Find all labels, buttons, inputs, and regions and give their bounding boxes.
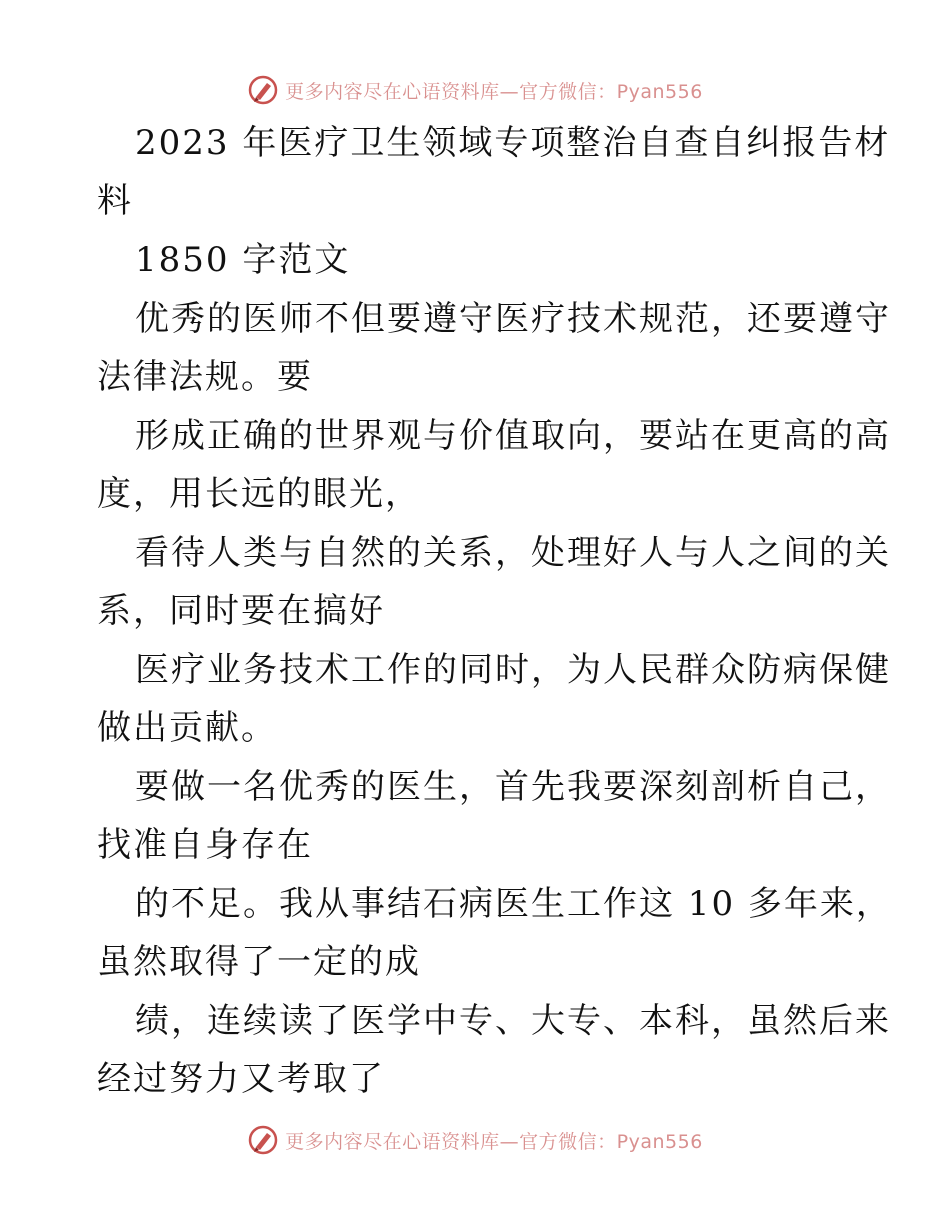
paragraph-line: 系，同时要在搞好 bbox=[97, 591, 385, 631]
paragraph-line: 看待人类与自然的关系，处理好人与人之间的关 bbox=[135, 533, 891, 573]
paragraph-line: 医疗业务技术工作的同时，为人民群众防病保健 bbox=[135, 650, 891, 690]
title-line-2: 料 bbox=[97, 181, 133, 221]
paragraph-line: 的不足。我从事结石病医生工作这 10 多年来， bbox=[135, 884, 892, 924]
paragraph-line: 法律法规。要 bbox=[97, 357, 313, 397]
paragraph-line: 找准自身存在 bbox=[97, 825, 313, 865]
watermark-text: 更多内容尽在心语资料库—官方微信：Pyan556 bbox=[285, 1130, 703, 1153]
paragraph-line: 虽然取得了一定的成 bbox=[97, 942, 421, 982]
pen-circle-logo-icon bbox=[247, 74, 279, 106]
paragraph-line: 做出贡献。 bbox=[97, 708, 277, 748]
subtitle-line: 1850 字范文 bbox=[135, 240, 351, 280]
watermark-text: 更多内容尽在心语资料库—官方微信：Pyan556 bbox=[285, 80, 703, 103]
title-line-1: 2023 年医疗卫生领域专项整治自查自纠报告材 bbox=[135, 123, 891, 163]
paragraph-line: 绩，连续读了医学中专、大专、本科，虽然后来 bbox=[135, 1001, 891, 1041]
watermark-footer bbox=[0, 1120, 950, 1160]
paragraph-line: 形成正确的世界观与价值取向，要站在更高的高 bbox=[135, 416, 891, 456]
paragraph-line: 经过努力又考取了 bbox=[97, 1059, 385, 1099]
paragraph-line: 度，用长远的眼光， bbox=[97, 474, 421, 514]
paragraph-line: 优秀的医师不但要遵守医疗技术规范，还要遵守 bbox=[135, 299, 891, 339]
paragraph-line: 要做一名优秀的医生，首先我要深刻剖析自己， bbox=[135, 767, 891, 807]
pen-circle-logo-icon bbox=[247, 1124, 279, 1156]
watermark-header bbox=[0, 70, 950, 110]
